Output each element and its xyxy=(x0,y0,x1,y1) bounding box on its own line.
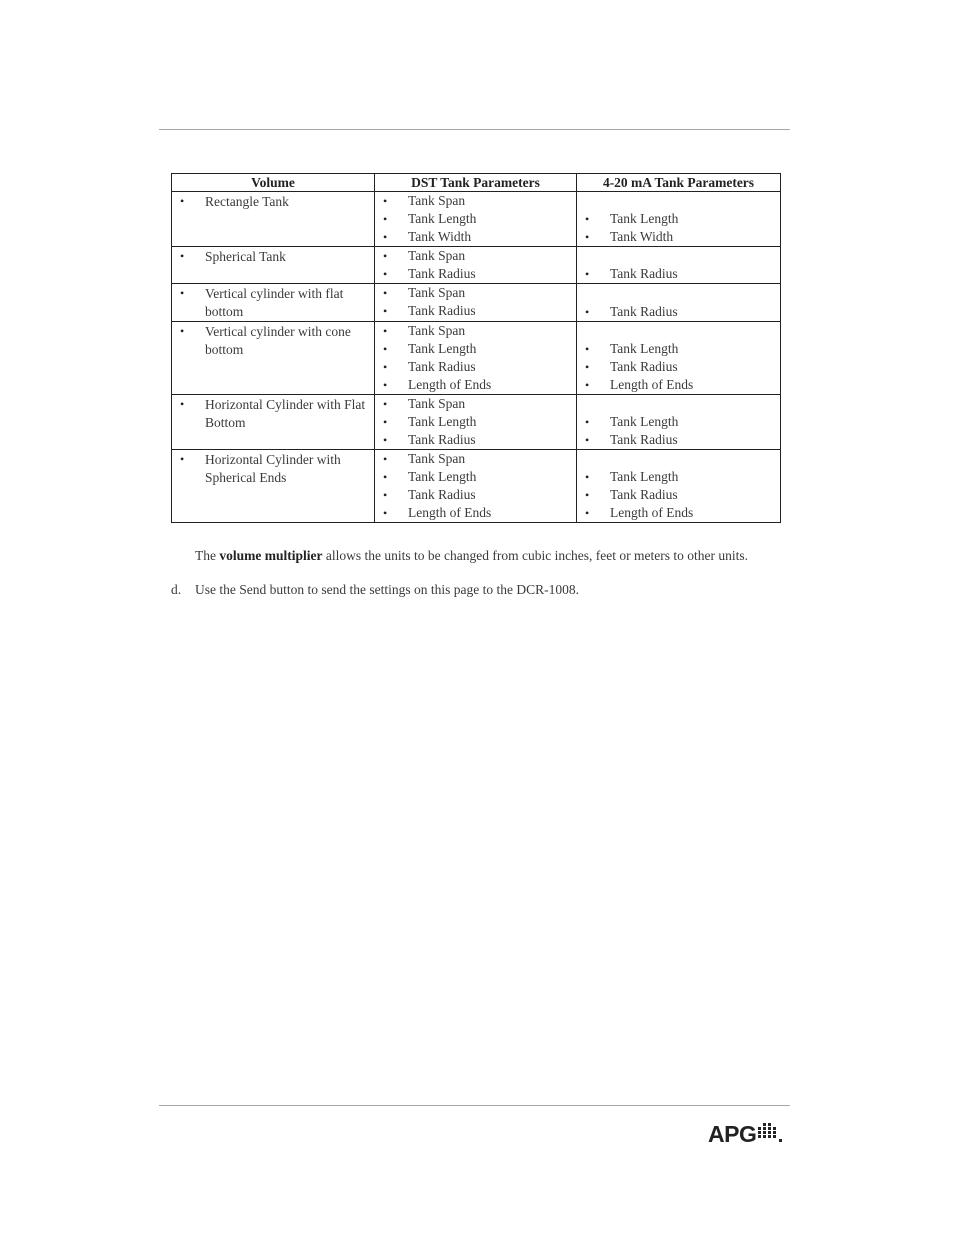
table-row xyxy=(172,395,781,450)
list-item: • Tank Span xyxy=(375,247,576,265)
list-item: • Vertical cylinder with flat bottom xyxy=(172,284,374,321)
table-row xyxy=(172,450,781,523)
list-item: • Horizontal Cylinder with Spherical Ends xyxy=(172,450,374,487)
list-item: • Tank Width xyxy=(375,228,576,246)
ma-parameters-cell xyxy=(577,284,781,322)
ma-parameter-list xyxy=(577,340,780,394)
list-item: • Length of Ends xyxy=(375,376,576,394)
ma-parameter-list xyxy=(577,468,780,522)
list-item: • Tank Span xyxy=(375,192,576,210)
column-header-dst: DST Tank Parameters xyxy=(375,174,577,192)
volume-list xyxy=(172,284,374,321)
table-header-row xyxy=(172,174,781,192)
dst-parameter-list xyxy=(375,192,576,246)
dst-parameters-cell xyxy=(375,284,577,322)
volume-cell xyxy=(172,395,375,450)
volume-list xyxy=(172,395,374,432)
table-row xyxy=(172,284,781,322)
list-item: • Tank Radius xyxy=(375,302,576,320)
volume-cell xyxy=(172,192,375,247)
list-item: • Length of Ends xyxy=(577,376,780,394)
volume-cell xyxy=(172,284,375,322)
apg-logo xyxy=(708,1122,784,1146)
list-item: • Tank Span xyxy=(375,395,576,413)
dst-parameters-cell xyxy=(375,247,577,284)
tank-parameters-table xyxy=(171,173,781,523)
table-row xyxy=(172,192,781,247)
ma-parameter-list xyxy=(577,413,780,449)
column-header-volume: Volume xyxy=(172,174,375,192)
column-header-4-20ma: 4-20 mA Tank Parameters xyxy=(577,174,781,192)
list-item: • Tank Length xyxy=(577,340,780,358)
list-item: • Horizontal Cylinder with Flat Bottom xyxy=(172,395,374,432)
ma-parameter-list xyxy=(577,303,780,321)
table-row xyxy=(172,247,781,284)
volume-cell xyxy=(172,322,375,395)
ma-parameters-cell xyxy=(577,322,781,395)
table-row xyxy=(172,322,781,395)
list-item: • Tank Length xyxy=(375,210,576,228)
dst-parameter-list xyxy=(375,247,576,283)
list-item: • Tank Length xyxy=(375,413,576,431)
dst-parameters-cell xyxy=(375,192,577,247)
dst-parameter-list xyxy=(375,395,576,449)
list-item: • Rectangle Tank xyxy=(172,192,374,211)
list-item: • Tank Span xyxy=(375,450,576,468)
list-item: • Tank Radius xyxy=(375,486,576,504)
ma-parameters-cell xyxy=(577,247,781,284)
dst-parameter-list xyxy=(375,450,576,522)
list-item: • Length of Ends xyxy=(375,504,576,522)
list-item: • Tank Span xyxy=(375,284,576,302)
volume-cell xyxy=(172,247,375,284)
list-item: • Tank Radius xyxy=(375,431,576,449)
ma-parameter-list xyxy=(577,210,780,246)
volume-list xyxy=(172,192,374,211)
dst-parameter-list xyxy=(375,322,576,394)
volume-multiplier-term: volume multiplier xyxy=(219,548,323,563)
volume-cell xyxy=(172,450,375,523)
dst-parameters-cell xyxy=(375,395,577,450)
header-rule xyxy=(159,129,790,130)
list-item: • Tank Radius xyxy=(577,265,780,283)
list-item: • Tank Radius xyxy=(577,486,780,504)
step-label: d. xyxy=(171,582,182,597)
list-item: • Tank Length xyxy=(577,468,780,486)
dst-parameters-cell xyxy=(375,322,577,395)
volume-list xyxy=(172,450,374,487)
list-item: • Tank Length xyxy=(577,210,780,228)
dst-parameters-cell xyxy=(375,450,577,523)
list-item: • Tank Radius xyxy=(375,265,576,283)
ma-parameter-list xyxy=(577,265,780,283)
list-item: • Spherical Tank xyxy=(172,247,374,266)
list-item: • Length of Ends xyxy=(577,504,780,522)
list-item: • Tank Width xyxy=(577,228,780,246)
footer-rule xyxy=(159,1105,790,1106)
list-item: • Tank Length xyxy=(375,340,576,358)
list-item: • Tank Radius xyxy=(577,303,780,321)
list-item: • Tank Radius xyxy=(375,358,576,376)
step-d xyxy=(171,582,579,598)
list-item: • Tank Length xyxy=(375,468,576,486)
list-item: • Vertical cylinder with cone bottom xyxy=(172,322,374,359)
volume-multiplier-note: The volume multiplier allows the units to be changed from cubic inches, feet or meters to other units. xyxy=(195,548,749,563)
logo-text: APG xyxy=(708,1121,757,1147)
apg-grid-mark-icon xyxy=(758,1123,784,1143)
volume-list xyxy=(172,247,374,266)
step-text: Use the Send button to send the settings on this page to the DCR-1008. xyxy=(195,582,579,597)
dst-parameter-list xyxy=(375,284,576,320)
list-item: • Tank Radius xyxy=(577,358,780,376)
ma-parameters-cell xyxy=(577,450,781,523)
list-item: • Tank Radius xyxy=(577,431,780,449)
ma-parameters-cell xyxy=(577,192,781,247)
volume-list xyxy=(172,322,374,359)
list-item: • Tank Length xyxy=(577,413,780,431)
ma-parameters-cell xyxy=(577,395,781,450)
list-item: • Tank Span xyxy=(375,322,576,340)
